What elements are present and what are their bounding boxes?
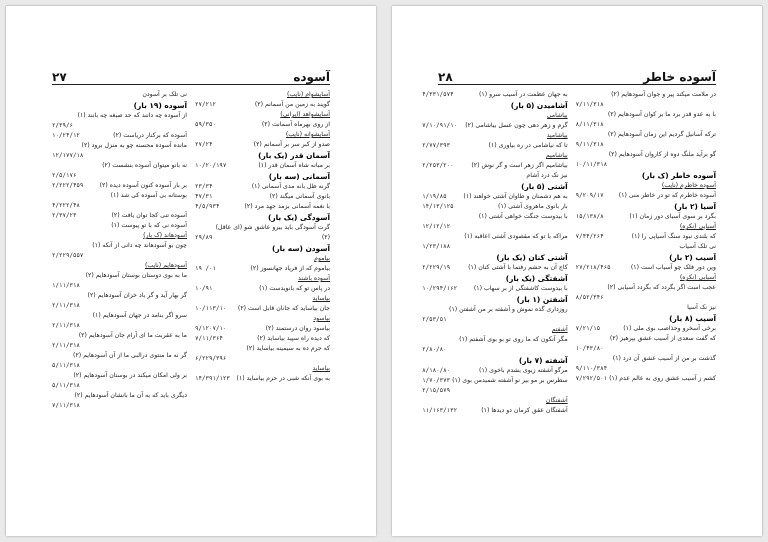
entry-reference: ۹/۱۱۰/۳۸۴ bbox=[575, 366, 608, 372]
running-head-title: آسوده خاطر bbox=[643, 70, 716, 84]
entry-line bbox=[576, 293, 716, 303]
entry-headword bbox=[422, 355, 568, 366]
entry-text: ترکه آسانیل گردیم این زمان آسودهایم (۲) bbox=[607, 131, 716, 138]
entry-text: آشفتگان عقق کرمان دو دیدها (۱) bbox=[481, 407, 568, 414]
entry-text: (۲) bbox=[321, 234, 330, 241]
entry-text: بیاسود روان درستمند (۲) bbox=[265, 325, 330, 332]
entry-line bbox=[195, 284, 330, 294]
entry-text: بگرد بر سوی آسیای دور زمان (۱) bbox=[629, 213, 716, 220]
entry-line bbox=[422, 386, 568, 396]
entry-text: کشم ز آسیب عشق روی به عالم عدم (۱) bbox=[609, 375, 716, 382]
entry-line bbox=[52, 271, 187, 281]
entry-text: گو برآید ملنگ دوه از کاروان آسودهایم (۲) bbox=[608, 151, 716, 158]
entry-line bbox=[422, 171, 568, 181]
entry-reference: ۸/۱۱/۳۱۸ bbox=[575, 122, 604, 128]
entry-text: گذشت بر من از آسیب عشق آن درد (۱) bbox=[612, 355, 716, 362]
entry-text: آسوده باشند bbox=[298, 275, 330, 282]
entry-subheading bbox=[422, 111, 568, 121]
entry-text: که بلندی نبود سنگ آسیاپی را (۱) bbox=[631, 233, 716, 240]
entry-reference: ۱۰/۱۱۳/۱۰ bbox=[195, 306, 227, 312]
column-right bbox=[576, 90, 716, 516]
entry-text: بوستانه بی آسوده کی شد (۱) bbox=[110, 192, 187, 199]
entry-text: روزداری گذه نموش و آشفته بر من آشفتن (۱) bbox=[449, 306, 568, 313]
running-head-title: آسوده bbox=[293, 70, 330, 84]
entry-subheading bbox=[576, 222, 716, 232]
entry-text: بر ولی امکان میکند در بوستان آسودهایم (۲) bbox=[73, 372, 187, 379]
entry-text: بیاشامید bbox=[546, 132, 568, 139]
entry-text: بیاموم bbox=[314, 255, 330, 262]
entry-text: آسوده خاطرم که تو در خاطر منی (۱) bbox=[618, 192, 716, 199]
entry-reference: ۱۹ /۰۱ bbox=[195, 266, 216, 272]
entry-line bbox=[52, 331, 187, 341]
entry-line bbox=[422, 232, 568, 242]
entry-line bbox=[52, 321, 187, 331]
entry-line bbox=[576, 100, 716, 110]
entry-line bbox=[52, 391, 187, 401]
entry-subheading bbox=[195, 90, 330, 100]
column-left bbox=[422, 90, 568, 516]
entry-line bbox=[576, 232, 716, 242]
entry-text: آشفتگی (یک بار) bbox=[505, 274, 568, 283]
entry-line bbox=[195, 100, 330, 110]
entry-reference: ۲۳/۳۴ bbox=[195, 184, 213, 190]
entry-reference: ۲/۱۱/۳۱۸ bbox=[52, 343, 80, 349]
entry-line bbox=[195, 223, 330, 233]
entry-line bbox=[576, 303, 716, 313]
entry-text: با نغمه آسمانی بزمد جهد مرد (۲) bbox=[244, 203, 330, 210]
entry-line bbox=[576, 110, 716, 120]
entry-reference: ۲/۳۹/۶ bbox=[52, 123, 73, 129]
entry-text: گرت آسودگی باید بیرو عاشق شو (ای عاقل) bbox=[215, 224, 330, 231]
entry-text: تا که نیاشامی در ره بیاوری (۱) bbox=[488, 142, 568, 149]
entry-line bbox=[52, 131, 187, 141]
entry-line bbox=[422, 202, 568, 212]
entry-headword bbox=[422, 294, 568, 305]
entry-reference: ۱/۱۹/۸۵ bbox=[422, 194, 447, 200]
entry-line bbox=[195, 374, 330, 384]
entry-reference: ۷/۱۱/۳۶۴ bbox=[195, 336, 223, 342]
entry-reference: ۲/۱۵/۵۷۹ bbox=[422, 388, 451, 394]
entry-line bbox=[422, 366, 568, 376]
entry-line bbox=[576, 191, 716, 201]
entry-line bbox=[195, 304, 330, 314]
entry-text: وین دور فلک چو آسیاب است (۱) bbox=[630, 264, 716, 271]
entry-text: به جهان عظمت در آسیب سرو (۱) bbox=[478, 91, 568, 98]
entry-line bbox=[52, 211, 187, 221]
entry-line bbox=[576, 283, 716, 293]
entry-reference: ۲/۱۱/۳۱۸ bbox=[52, 323, 80, 329]
entry-line bbox=[52, 361, 187, 371]
entry-headword bbox=[422, 252, 568, 263]
entry-reference: ۱۰/۲۹۴/۱۶۲ bbox=[422, 286, 458, 292]
entry-line bbox=[52, 171, 187, 181]
entry-text: بر مبانه شاه آسمان قدر (۱) bbox=[258, 162, 330, 169]
entry-text: آسودهایم (نایب) bbox=[144, 262, 187, 269]
entry-text: با بیدوست جنگت خواهی آشتی (۱) bbox=[478, 213, 568, 220]
entry-text: آسودهاند (ک بار) bbox=[143, 232, 187, 239]
entry-text: آسیاپی (نکره) bbox=[679, 223, 716, 230]
entry-text: بیاشامیم bbox=[545, 152, 568, 159]
entry-line bbox=[195, 264, 330, 274]
entry-reference: ۸/۱۸۰/۸۰ bbox=[422, 368, 451, 374]
entry-text: آسیب (۸ بار) bbox=[669, 314, 716, 323]
entry-headword bbox=[422, 273, 568, 284]
entry-line bbox=[52, 371, 187, 381]
entry-text: به بوی آنکه شبی در حرم بیاساید (۱) bbox=[236, 375, 330, 382]
entry-headword bbox=[52, 100, 187, 111]
entry-subheading bbox=[422, 396, 568, 406]
entry-line bbox=[52, 151, 187, 161]
entry-headword bbox=[576, 170, 716, 181]
entry-text: ما به عقربت ما ای آرام جان آسودهایم (۲) bbox=[78, 332, 187, 339]
entry-line bbox=[422, 305, 568, 315]
entry-text: بار بانوی ماهروی آشتی (۱) bbox=[498, 203, 568, 210]
entry-line bbox=[52, 351, 187, 361]
entry-headword bbox=[576, 252, 716, 263]
entry-text: با به عدو قدر برد ما بر کوان آسودهایم (۲) bbox=[607, 111, 716, 118]
entry-text: برخی آسخرو وحذاصب بوی ملی (۱) bbox=[623, 325, 716, 332]
entry-line bbox=[52, 111, 187, 121]
entry-line bbox=[52, 141, 187, 151]
entry-line bbox=[576, 324, 716, 334]
entry-text: مانده آسوده محسنه چو به منزل برود (۲) bbox=[81, 142, 187, 149]
entry-subheading bbox=[422, 325, 568, 335]
entry-text: آسایشوام (نایب) bbox=[287, 91, 330, 98]
entry-reference: ۹/۱۱/۳۱۸ bbox=[575, 142, 604, 148]
entry-reference: ۶/۲۲۹/۳۹۶ bbox=[195, 356, 227, 362]
entry-text: آسیب (۲ بار) bbox=[669, 253, 716, 262]
entry-text: مراکه با تو که مقصودی آشتی اعاقبه (۱) bbox=[464, 233, 568, 240]
entry-reference: ۵/۱۱/۳۱۸ bbox=[52, 363, 80, 369]
entry-reference: ۱/۱۱/۳۱۸ bbox=[52, 283, 80, 289]
entry-text: در ملامت میکند پیر و جوان آسودهایم (۲) bbox=[611, 91, 716, 98]
column-right bbox=[195, 90, 330, 516]
entry-text: آسوده (۱۹ بار) bbox=[133, 101, 187, 110]
entry-line bbox=[52, 301, 187, 311]
entry-line bbox=[52, 381, 187, 391]
entry-subheading bbox=[195, 364, 330, 374]
entry-text: با بیدوست کاشفتگی از بر سهاب (۱) bbox=[473, 285, 568, 292]
entry-reference: ۴/۵/۹۳۴ bbox=[195, 204, 220, 210]
entry-line bbox=[195, 334, 330, 344]
entry-text: آشفتگان bbox=[545, 397, 568, 404]
entry-text: از آسوده چه دانند که حد صبغه چه بانند (۱) bbox=[77, 112, 187, 119]
entry-line bbox=[52, 281, 187, 291]
entry-line bbox=[422, 345, 568, 355]
entry-text: آسودگی (یک بار) bbox=[267, 213, 330, 222]
entry-reference: ۷/۲۱/۱۵ bbox=[575, 326, 601, 332]
entry-reference: ۷/۱۰/۹۱/۱۰ bbox=[422, 123, 458, 129]
entry-line bbox=[422, 335, 568, 345]
entry-reference: ۲/۵۳/۵۱ bbox=[422, 317, 447, 323]
entry-reference: ۱۰/۲۰/۱۹۷ bbox=[195, 163, 227, 169]
entry-line bbox=[195, 354, 330, 364]
entry-text: آسایشواهد (ایرانی) bbox=[280, 111, 330, 118]
entry-text: آشفتم bbox=[551, 326, 568, 333]
entry-line bbox=[422, 141, 568, 151]
entry-reference: ۲/۲۲۹/۱۹ bbox=[422, 265, 451, 271]
entry-text: که گفت سعدی از آسیب عشق بپرهیز (۲) bbox=[609, 335, 716, 342]
entry-text: چون بو آسودهاند چه دانی از آنکه (۱) bbox=[92, 242, 187, 249]
entry-subheading bbox=[195, 314, 330, 324]
entry-subheading bbox=[52, 231, 187, 241]
entry-reference: ۲/۲۲۹/۵۵۷ bbox=[52, 253, 84, 259]
entry-reference: ۱۵/۱۳۸/۸ bbox=[575, 214, 604, 220]
entry-headword bbox=[195, 171, 330, 182]
index-columns bbox=[422, 90, 716, 516]
page-header bbox=[52, 66, 330, 85]
entry-text: آسیابی (نکره) bbox=[679, 274, 716, 281]
entry-reference: ۵/۱۱/۳۱۸ bbox=[52, 383, 80, 389]
entry-line bbox=[422, 263, 568, 273]
entry-line bbox=[576, 212, 716, 222]
entry-reference: ۷/۱۱/۳۱۸ bbox=[575, 102, 604, 108]
entry-line bbox=[576, 364, 716, 374]
entry-text: در پاس تو که بانویدست (۱) bbox=[259, 285, 330, 292]
entry-reference: ۲/۳۷/۲۳ bbox=[52, 213, 77, 219]
entry-reference: ۸/۵۲/۳۴۶ bbox=[575, 295, 604, 301]
entry-text: بیاشامی bbox=[546, 112, 568, 119]
entry-text: گرم و زهر دهی چون عسل بیاشامی (۲) bbox=[465, 122, 568, 129]
entry-line bbox=[422, 121, 568, 131]
entry-text: جان بیاساید که جانان قابل است (۲) bbox=[237, 305, 330, 312]
entry-text: آشتی کنان (یک بار) bbox=[496, 253, 568, 262]
entry-line bbox=[576, 140, 716, 150]
left-page bbox=[6, 6, 376, 536]
entry-line bbox=[576, 160, 716, 170]
entry-text: آشفتن (۱ بار) bbox=[516, 295, 568, 304]
entry-line bbox=[422, 376, 568, 386]
entry-reference: ۱۱/۱۶۳/۱۳۲ bbox=[422, 408, 458, 414]
entry-text: مرگو آشفته زیوی بشدم باخوی (۱) bbox=[479, 367, 568, 374]
entry-text: دیگری باید که به آن ما بانشان آسودهایم (۲) bbox=[74, 392, 187, 399]
entry-reference: ۲۷/۲۱۸/۴۶۵ bbox=[575, 265, 611, 271]
right-page bbox=[392, 6, 762, 536]
entry-reference: ۹/۱۲۰۷/۱۰ bbox=[195, 326, 227, 332]
entry-line bbox=[576, 344, 716, 354]
entry-headword bbox=[576, 313, 716, 324]
entry-text: گر بهار آید و گر باد خزان آسودهایم (۲) bbox=[87, 292, 187, 299]
entry-subheading bbox=[576, 273, 716, 283]
entry-headword bbox=[576, 201, 716, 212]
entry-subheading bbox=[52, 261, 187, 271]
entry-line bbox=[52, 291, 187, 301]
entry-line bbox=[422, 192, 568, 202]
entry-line bbox=[195, 344, 330, 354]
entry-line bbox=[195, 324, 330, 334]
entry-text: بیاساید bbox=[312, 365, 330, 372]
entry-text: آسمانی (سه بار) bbox=[268, 172, 330, 181]
entry-text: آسوده نی که با تو پیوست (۱) bbox=[111, 222, 187, 229]
entry-reference: ۱۲/۱۷۷/۱۸ bbox=[52, 153, 84, 159]
entry-text: گرنه ظل بانه مدی آسمانی (۱) bbox=[251, 183, 330, 190]
entry-text: از روی بهرماه آسمانت (۲) bbox=[261, 121, 330, 128]
entry-line bbox=[576, 334, 716, 344]
entry-line bbox=[576, 120, 716, 130]
entry-line bbox=[422, 212, 568, 222]
entry-line bbox=[422, 161, 568, 171]
entry-line bbox=[52, 121, 187, 131]
entry-subheading bbox=[195, 294, 330, 304]
entry-reference: ۲/۱۱/۳۱۸ bbox=[52, 303, 80, 309]
entry-text: نیز نک آسیا bbox=[687, 304, 716, 311]
entry-line bbox=[195, 182, 330, 192]
entry-subheading bbox=[422, 151, 568, 161]
entry-line bbox=[422, 315, 568, 325]
entry-subheading bbox=[195, 254, 330, 264]
entry-text: نیز نک درد آشام bbox=[526, 172, 568, 179]
entry-text: گر نه ما منتوی درالبی ما از آن آسودهایم (۲) bbox=[73, 352, 187, 359]
entry-text: بیاشامیم اگر زهر است و گر نوش (۲) bbox=[471, 162, 568, 169]
entry-line bbox=[52, 251, 187, 261]
entry-line bbox=[52, 221, 187, 231]
entry-reference: ۱۰/۲۴/۱۲ bbox=[52, 133, 80, 139]
entry-text: بیاموم که از فریاد جهانسوز (۲) bbox=[250, 265, 330, 272]
entry-line bbox=[576, 374, 716, 384]
entry-text: ما به بوی دوستان بوستان آسودهایم (۲) bbox=[85, 272, 187, 279]
entry-reference: ۱۰/۱۱/۳۱۸ bbox=[575, 162, 608, 168]
entry-reference: ۲/۲۵۳/۲۰۰ bbox=[422, 163, 454, 169]
entry-reference: ۱۴/۱۳/۱۲۵ bbox=[422, 204, 454, 210]
entry-line bbox=[195, 140, 330, 150]
entry-subheading bbox=[422, 131, 568, 141]
entry-reference: ۴/۲۲۲/۴۸ bbox=[52, 203, 80, 209]
entry-text: نی تلک آسیاب bbox=[679, 243, 716, 250]
entry-text: بیاساید bbox=[312, 295, 330, 302]
entry-line bbox=[422, 284, 568, 294]
entry-text: که جرم ده به سیمینه بیاساید (۲) bbox=[246, 345, 330, 352]
entry-line bbox=[195, 233, 330, 243]
entry-line bbox=[52, 191, 187, 201]
entry-headword bbox=[422, 100, 568, 111]
entry-line bbox=[576, 130, 716, 140]
entry-text: به هم دشمنان و طاوان آشتی خواهند (۱) bbox=[463, 193, 568, 200]
entry-line bbox=[195, 161, 330, 171]
entry-text: مگر آنکون که ما روی تو بو بوی آشفتم (۱) bbox=[459, 336, 568, 343]
entry-line bbox=[52, 90, 187, 100]
entry-headword bbox=[195, 212, 330, 223]
entry-text: آسوده تنی کجا توان یافت (۲) bbox=[111, 212, 187, 219]
entry-reference: ۷/۴۴/۲۶۴ bbox=[575, 234, 604, 240]
entry-reference: ۷/۱۱/۳۱۸ bbox=[52, 403, 80, 409]
entry-line bbox=[576, 263, 716, 273]
entry-subheading bbox=[195, 274, 330, 284]
entry-text: نه بانو میتوان آسوده بنشست (۲) bbox=[102, 162, 187, 169]
page-header bbox=[438, 66, 716, 85]
index-columns bbox=[52, 90, 330, 516]
entry-line bbox=[52, 401, 187, 411]
entry-line bbox=[576, 90, 716, 100]
entry-text: بانوی آسمانی میگند (۲) bbox=[269, 193, 330, 200]
entry-subheading bbox=[195, 110, 330, 120]
entry-reference: ۲/۵/۱۷۶ bbox=[52, 173, 77, 179]
entry-line bbox=[52, 341, 187, 351]
entry-text: صدو از کبر سر بر آسمانم (۲) bbox=[253, 141, 330, 148]
entry-line bbox=[52, 311, 187, 321]
entry-reference: ۴/۳۳۱/۵۷۴ bbox=[422, 92, 454, 98]
page-number: ۲۷ bbox=[52, 70, 67, 84]
entry-reference: ۱/۲۳/۱۸۸ bbox=[422, 244, 451, 250]
entry-text: آسمان قدر (یک بار) bbox=[258, 151, 330, 160]
entry-reference: ۱۰/۹۱ bbox=[195, 286, 213, 292]
entry-line bbox=[576, 150, 716, 160]
entry-text: آسوده که برکنار دریاست (۲) bbox=[113, 132, 187, 139]
entry-text: کاج آن به حشم رفتما با آشتی کنان (۱) bbox=[468, 264, 568, 271]
entry-line bbox=[576, 242, 716, 252]
entry-text: آسیا (۲ بار) bbox=[674, 202, 716, 211]
entry-text: گویند به زمین من آسمانم (۲) bbox=[254, 101, 330, 108]
entry-reference: ۲/۷۷/۳۹۳ bbox=[422, 143, 451, 149]
entry-text: آشفته (۷ بار) bbox=[518, 356, 568, 365]
entry-subheading bbox=[195, 130, 330, 140]
entry-text: آسوده خاطرم (نایب) bbox=[661, 182, 716, 189]
entry-headword bbox=[422, 181, 568, 192]
entry-headword bbox=[195, 150, 330, 161]
entry-reference: ۱۰/۴۳/۸۰ bbox=[575, 346, 604, 352]
entry-line bbox=[195, 192, 330, 202]
entry-line bbox=[52, 241, 187, 251]
entry-text: آسودن (سه بار) bbox=[272, 244, 330, 253]
entry-text: آشامیدن (۵ بار) bbox=[510, 101, 568, 110]
entry-line bbox=[422, 242, 568, 252]
entry-text: آسایشوانه (نایب) bbox=[285, 131, 330, 138]
entry-line bbox=[195, 120, 330, 130]
entry-line bbox=[52, 201, 187, 211]
entry-line bbox=[52, 161, 187, 171]
entry-line bbox=[422, 222, 568, 232]
entry-reference: ۱۲/۱۲/۱۲ bbox=[422, 224, 451, 230]
entry-reference: ۱/۷۰/۳۷۳ bbox=[422, 378, 451, 384]
entry-reference: ۲۷/۲۴ bbox=[195, 142, 213, 148]
entry-line bbox=[422, 90, 568, 100]
column-left bbox=[52, 90, 187, 516]
entry-line bbox=[52, 181, 187, 191]
entry-text: آشتی (۵ بار) bbox=[521, 182, 568, 191]
entry-line bbox=[195, 202, 330, 212]
entry-reference: ۴۷/۳۱ bbox=[195, 194, 213, 200]
entry-reference: ۲/۲۲۲/۴۵۹ bbox=[52, 183, 84, 189]
entry-reference: ۹/۲۰۹/۱۷ bbox=[575, 193, 604, 199]
entry-text: که دیده راه سپید بیاساید (۲) bbox=[257, 335, 330, 342]
entry-line bbox=[576, 354, 716, 364]
entry-reference: ۵۹/۳۵۰ bbox=[195, 122, 216, 128]
entry-text: سرو اگر بنامد در جهان آسودهایم (۱) bbox=[92, 312, 187, 319]
entry-text: عجب است اگر بگردد که بگردد آسیابی (۲) bbox=[607, 284, 716, 291]
entry-text: بیاسود bbox=[313, 315, 330, 322]
entry-line bbox=[422, 406, 568, 416]
entry-reference: ۲/۸۰/۸۰ bbox=[422, 347, 447, 353]
entry-text: نی تلک بر آسودن bbox=[142, 91, 187, 98]
entry-reference: ۲۹/۸۹ bbox=[195, 235, 213, 241]
entry-text: آسوده خاطر (ک بار) bbox=[641, 171, 716, 180]
entry-reference: ۲۷/۲۱۲ bbox=[195, 102, 216, 108]
entry-headword bbox=[195, 243, 330, 254]
page-number: ۲۸ bbox=[438, 70, 453, 84]
entry-text: سطرس بر مو بیر نو آشفته شمیدمن بوی (۱) bbox=[452, 377, 568, 384]
entry-subheading bbox=[576, 181, 716, 191]
entry-reference: ۱۴/۳۹۱/۱۲۳ bbox=[195, 376, 230, 382]
entry-text: بر بار آسوده کنون آسوده دیده (۲) bbox=[99, 182, 187, 189]
entry-reference: ۷/۲۹۲/۵۰۱ bbox=[575, 376, 608, 382]
